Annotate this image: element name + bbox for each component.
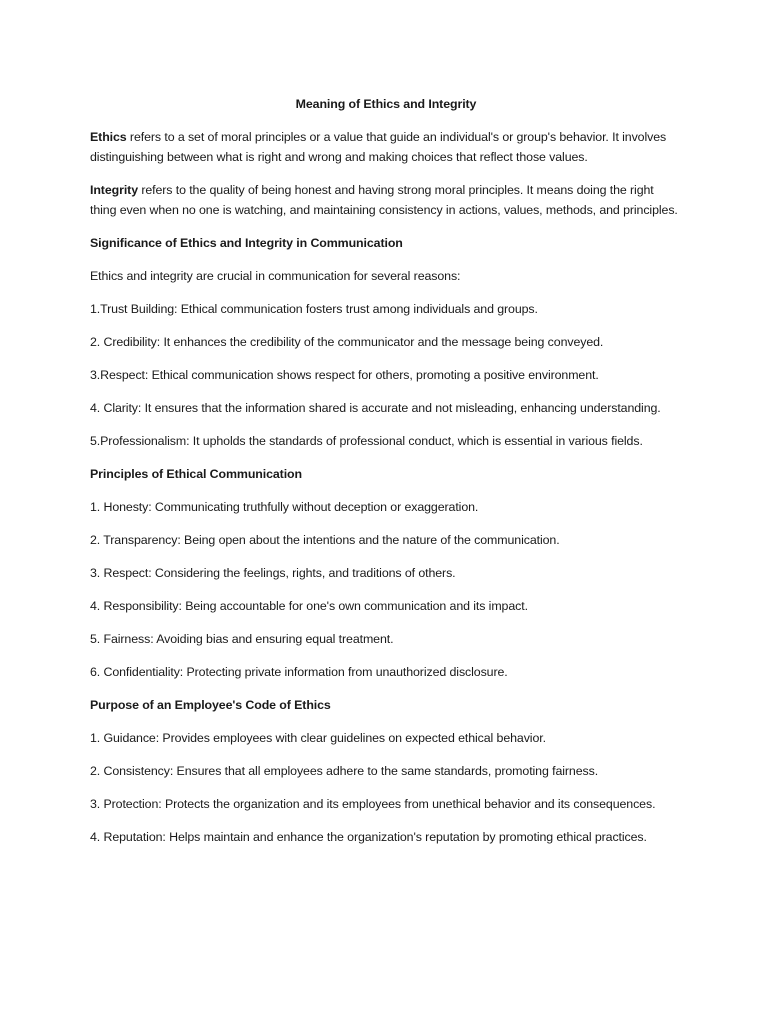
definition-ethics — [90, 127, 682, 167]
definition-integrity — [90, 180, 682, 220]
definition-term: Integrity — [90, 183, 138, 197]
list-item: 4. Responsibility: Being accountable for one's own communication and its impact. — [90, 599, 528, 613]
list-item: 2. Credibility: It enhances the credibility of the communicator and the message being conveyed. — [90, 335, 604, 349]
list-item: 5. Fairness: Avoiding bias and ensuring equal treatment. — [90, 632, 394, 646]
list-item: 3. Protection: Protects the organization and its employees from unethical behavior and its consequences. — [90, 797, 656, 811]
list-item: 1. Guidance: Provides employees with clear guidelines on expected ethical behavior. — [90, 731, 546, 745]
definition-text: refers to a set of moral principles or a value that guide an individual's or group's behavior. It involves distinguishing between what is right and wrong and making choices that reflect those values. — [90, 130, 667, 164]
list-item: 6. Confidentiality: Protecting private information from unauthorized disclosure. — [90, 665, 508, 679]
list-item: 2. Consistency: Ensures that all employees adhere to the same standards, promoting fairness. — [90, 764, 599, 778]
document-title: Meaning of Ethics and Integrity — [295, 97, 477, 111]
list-item: 2. Transparency: Being open about the intentions and the nature of the communication. — [90, 533, 560, 547]
list-item: 4. Reputation: Helps maintain and enhance the organization's reputation by promoting ethical practices. — [90, 830, 647, 844]
document-body — [90, 94, 682, 860]
list-item: 3. Respect: Considering the feelings, rights, and traditions of others. — [90, 566, 456, 580]
list-item: 5.Professionalism: It upholds the standards of professional conduct, which is essential in various fields. — [90, 434, 643, 448]
section-heading-significance: Significance of Ethics and Integrity in Communication — [90, 236, 403, 250]
list-item: 4. Clarity: It ensures that the information shared is accurate and not misleading, enhancing understanding. — [90, 401, 661, 415]
section-heading-purpose: Purpose of an Employee's Code of Ethics — [90, 698, 331, 712]
list-item: 3.Respect: Ethical communication shows respect for others, promoting a positive environment. — [90, 368, 599, 382]
definition-term: Ethics — [90, 130, 127, 144]
section-heading-principles: Principles of Ethical Communication — [90, 467, 302, 481]
significance-intro: Ethics and integrity are crucial in communication for several reasons: — [90, 269, 461, 283]
list-item: 1.Trust Building: Ethical communication fosters trust among individuals and groups. — [90, 302, 538, 316]
definition-text: refers to the quality of being honest and having strong moral principles. It means doing the right thing even when no one is watching, and maintaining consistency in actions, values, methods, and principles. — [90, 183, 678, 217]
list-item: 1. Honesty: Communicating truthfully without deception or exaggeration. — [90, 500, 479, 514]
